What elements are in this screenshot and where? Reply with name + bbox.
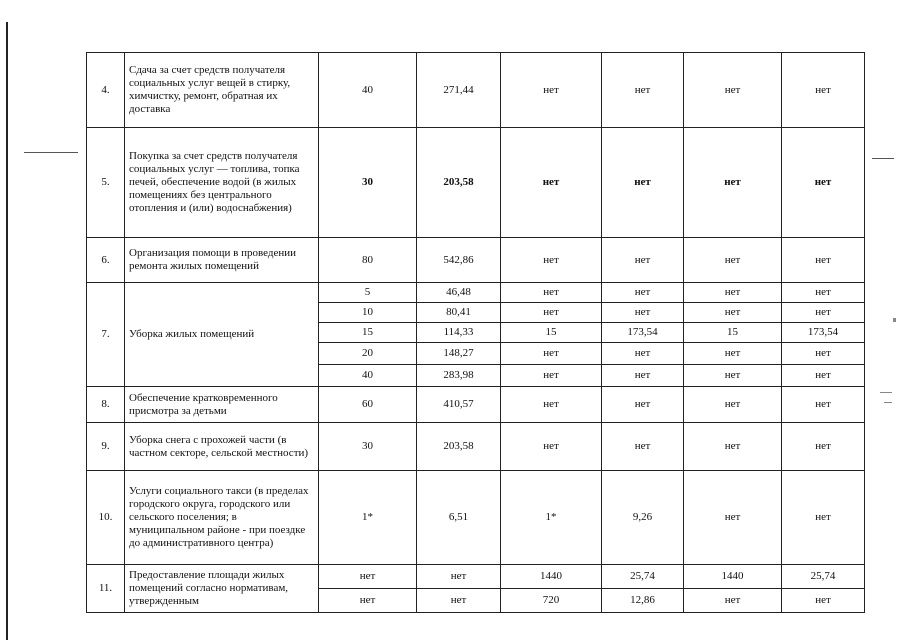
value-cell: 148,27: [417, 343, 501, 365]
value-cell: нет: [602, 387, 684, 423]
margin-dash-left: [24, 152, 78, 153]
value-cell: 6,51: [417, 471, 501, 565]
table-row-5: [87, 128, 865, 238]
value-cell: 5: [319, 283, 417, 303]
table-row-11: [87, 565, 865, 589]
row-number: 4.: [87, 53, 125, 128]
value-cell: нет: [782, 365, 865, 387]
value-cell: 25,74: [782, 565, 865, 589]
row-number: 7.: [87, 283, 125, 387]
value-cell: 15: [319, 323, 417, 343]
value-cell: нет: [602, 343, 684, 365]
value-cell: нет: [782, 303, 865, 323]
value-cell: 10: [319, 303, 417, 323]
value-cell: 15: [684, 323, 782, 343]
value-cell: нет: [501, 283, 602, 303]
value-cell: 542,86: [417, 238, 501, 283]
value-cell: 410,57: [417, 387, 501, 423]
value-cell: 80: [319, 238, 417, 283]
value-cell: нет: [684, 128, 782, 238]
value-cell: нет: [782, 589, 865, 613]
value-cell: нет: [684, 589, 782, 613]
value-cell: нет: [501, 303, 602, 323]
value-cell: 203,58: [417, 423, 501, 471]
value-cell: 30: [319, 128, 417, 238]
value-cell: нет: [602, 423, 684, 471]
value-cell: 114,33: [417, 323, 501, 343]
value-cell: нет: [602, 53, 684, 128]
value-cell: 283,98: [417, 365, 501, 387]
value-cell: 60: [319, 387, 417, 423]
value-cell: 1*: [501, 471, 602, 565]
row-number: 5.: [87, 128, 125, 238]
table-row-10: [87, 471, 865, 565]
value-cell: 9,26: [602, 471, 684, 565]
value-cell: нет: [782, 471, 865, 565]
value-cell: нет: [782, 128, 865, 238]
page-left-border: [6, 22, 8, 640]
table-row-9: [87, 423, 865, 471]
value-cell: 25,74: [602, 565, 684, 589]
value-cell: нет: [417, 589, 501, 613]
table-row-7: [87, 283, 865, 303]
service-description: Уборка жилых помещений: [125, 283, 319, 387]
value-cell: 30: [319, 423, 417, 471]
value-cell: нет: [602, 238, 684, 283]
value-cell: 20: [319, 343, 417, 365]
value-cell: нет: [684, 471, 782, 565]
value-cell: 720: [501, 589, 602, 613]
value-cell: 1440: [684, 565, 782, 589]
value-cell: нет: [684, 365, 782, 387]
service-description: Уборка снега с прохожей части (в частном секторе, сельской местности): [125, 423, 319, 471]
margin-speck: [880, 392, 892, 393]
value-cell: 271,44: [417, 53, 501, 128]
table-row-6: [87, 238, 865, 283]
value-cell: нет: [782, 283, 865, 303]
row-number: 9.: [87, 423, 125, 471]
row-number: 8.: [87, 387, 125, 423]
table-row-8: [87, 387, 865, 423]
service-description: Покупка за счет средств получателя социальных услуг — топлива, топка печей, обеспечение водой (в жилых помещениях без центрального отопления и (или) водоснабжения): [125, 128, 319, 238]
value-cell: нет: [501, 128, 602, 238]
value-cell: 1*: [319, 471, 417, 565]
value-cell: 173,54: [602, 323, 684, 343]
service-description: Сдача за счет средств получателя социальных услуг вещей в стирку, химчистку, ремонт, обратная их доставка: [125, 53, 319, 128]
value-cell: нет: [602, 128, 684, 238]
margin-speck: [893, 318, 896, 322]
value-cell: нет: [501, 423, 602, 471]
value-cell: нет: [501, 238, 602, 283]
value-cell: нет: [501, 343, 602, 365]
value-cell: нет: [782, 423, 865, 471]
value-cell: нет: [782, 238, 865, 283]
value-cell: нет: [684, 53, 782, 128]
table-row-4: [87, 53, 865, 128]
value-cell: нет: [319, 565, 417, 589]
service-description: Организация помощи в проведении ремонта жилых помещений: [125, 238, 319, 283]
value-cell: нет: [782, 343, 865, 365]
value-cell: 1440: [501, 565, 602, 589]
value-cell: нет: [602, 365, 684, 387]
service-description: Предоставление площади жилых помещений согласно нормативам, утвержденным: [125, 565, 319, 613]
value-cell: 15: [501, 323, 602, 343]
margin-speck: [884, 402, 892, 403]
row-number: 6.: [87, 238, 125, 283]
value-cell: нет: [782, 53, 865, 128]
value-cell: 203,58: [417, 128, 501, 238]
value-cell: нет: [501, 387, 602, 423]
value-cell: нет: [684, 343, 782, 365]
value-cell: 80,41: [417, 303, 501, 323]
value-cell: нет: [684, 387, 782, 423]
value-cell: 12,86: [602, 589, 684, 613]
margin-dash-right: [872, 158, 894, 159]
value-cell: 46,48: [417, 283, 501, 303]
value-cell: нет: [684, 423, 782, 471]
value-cell: нет: [684, 303, 782, 323]
row-number: 11.: [87, 565, 125, 613]
value-cell: нет: [602, 283, 684, 303]
value-cell: 173,54: [782, 323, 865, 343]
service-description: Услуги социального такси (в пределах городского округа, городского или сельского поселения; в муниципальном районе - при поездке до административного центра): [125, 471, 319, 565]
value-cell: нет: [782, 387, 865, 423]
value-cell: нет: [501, 365, 602, 387]
value-cell: нет: [602, 303, 684, 323]
value-cell: нет: [684, 238, 782, 283]
value-cell: нет: [684, 283, 782, 303]
value-cell: нет: [501, 53, 602, 128]
value-cell: нет: [417, 565, 501, 589]
value-cell: 40: [319, 365, 417, 387]
service-description: Обеспечение кратковременного присмотра за детьми: [125, 387, 319, 423]
value-cell: нет: [319, 589, 417, 613]
row-number: 10.: [87, 471, 125, 565]
services-table: [86, 52, 865, 613]
value-cell: 40: [319, 53, 417, 128]
